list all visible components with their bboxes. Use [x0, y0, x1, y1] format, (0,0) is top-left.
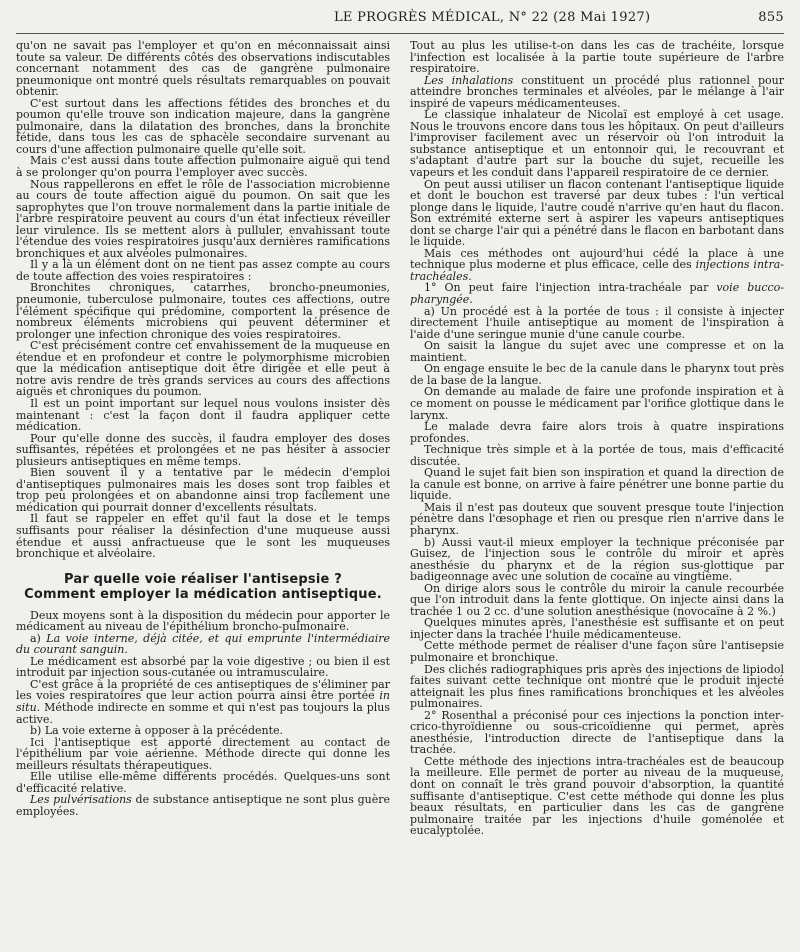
paragraph [410, 75, 784, 110]
paragraph: Bien souvent il y a tentative par le médecin d'emploi d'antiseptiques pulmonaires mais les doses sont trop faibles et trop peu prolongées et on abandonne ainsi trop facilement une médication qui pourrait donner d'excellents résultats. [16, 466, 390, 514]
list-marker: a) [30, 631, 47, 645]
text-run: C'est grâce à la propriété de ces antiseptiques de s'éliminer par les voies respiratoires que leur action pourra ainsi être portée [16, 677, 390, 703]
italic-text: La voie interne, déjà citée, et qui emprunte l'intermédiaire du courant sanguin. [16, 631, 390, 657]
paragraph: Il faut se rappeler en effet qu'il faut la dose et le temps suffisants pour réaliser la désinfection d'une muqueuse aussi étendue et aussi anfractueuse que le sont les muqueuses bronchique et alvéolaire. [16, 512, 390, 561]
paragraph: On saisit la langue du sujet avec une compresse et on la maintient. [410, 339, 784, 364]
italic-text: in situ [16, 689, 390, 714]
paragraph [16, 633, 390, 656]
header-rule [16, 33, 784, 34]
paragraph: C'est précisément contre cet envahissement de la muqueuse en étendue et en profondeur et contre le polymorphisme microbien que la médication antiseptique doit être dirigée et elle peut à notre avis rendre de très grands services au cours des affections aiguës et chroniques du poumon. [16, 339, 390, 399]
section-heading [16, 572, 390, 602]
paragraph: a) Un procédé est à la portée de tous : il consiste à injecter directement l'huile antiseptique au moment de l'inspiration à l'aide d'une seringue munie d'une canule courbe. [410, 304, 784, 341]
paragraph: Quand le sujet fait bien son inspiration et quand la direction de la canule est bonne, on arrive à faire pénétrer une bonne partie du liquide. [410, 466, 784, 503]
section-heading-line-2: Comment employer la médication antiseptique. [24, 586, 382, 602]
right-column [410, 40, 784, 945]
paragraph: 2° Rosenthal a préconisé pour ces injections la ponction inter-crico-thyroïdienne ou sous-cricoïdienne qui permet, après anesthésie, l'introduction directe de l'antiseptique dans la trachée. [410, 708, 784, 757]
paragraph [410, 248, 784, 283]
text-run: constituent un procédé plus rationnel pour atteindre bronches terminales et alvéoles, par le mélange à l'air inspiré de vapeurs médicamenteuses. [410, 73, 784, 110]
paragraph: Quelques minutes après, l'anesthésie est suffisante et on peut injecter dans la trachée l'huile médicamenteuse. [410, 616, 784, 641]
paragraph: Elle utilise elle-même différents procédés. Quelques-uns sont d'efficacité relative. [16, 770, 390, 795]
paragraph: On demande au malade de faire une profonde inspiration et à ce moment on pousse le médicament par l'orifice glottique dans le larynx. [410, 385, 784, 422]
paragraph: Pour qu'elle donne des succès, il faudra employer des doses suffisantes, répétées et prolongées et ne pas hésiter à associer plusieurs antiseptiques en même temps. [16, 431, 390, 468]
paragraph: Des clichés radiographiques pris après des injections de lipiodol faites suivant cette technique ont montré que le produit injecté atteignait les plus fines ramifications bronchiques et les alvéoles pulmonaires. [410, 662, 784, 711]
paragraph [410, 282, 784, 305]
italic-text: voie bucco-pharyngée. [410, 281, 784, 307]
paragraph: qu'on ne savait pas l'employer et qu'on en méconnaissait ainsi toute sa valeur. De différents côtés des observations indiscutables concernant notamment des cas de gangrène pulmonaire pneumonique ont montré quels résultats remarquables on pouvait obtenir. [16, 40, 390, 99]
italic-text: Les pulvérisations [30, 793, 132, 807]
italic-text: injections intra-trachéales. [410, 258, 784, 283]
paragraph: Le classique inhalateur de Nicolaï est employé à cet usage. Nous le trouvons encore dans tous les hôpitaux. On peut d'ailleurs l'improviser facilement avec un réservoir où l'on introduit la substance antiseptique et un entonnoir qui, le recouvrant et s'adaptant d'autre part sur la bouche du sujet, recueille les vapeurs et les conduit dans l'appareil respiratoire de ce dernier. [410, 108, 784, 180]
page-number: 855 [758, 10, 784, 25]
italic-text: Les inhalations [424, 73, 514, 87]
paragraph: Le malade devra faire alors trois à quatre inspirations profondes. [410, 420, 784, 445]
paragraph: On engage ensuite le bec de la canule dans le pharynx tout près de la base de la langue. [410, 362, 784, 387]
paragraph: b) Aussi vaut-il mieux employer la technique préconisée par Guisez, de l'injection sous le contrôle du miroir et après anesthésie du pharynx et de la région sus-glottique par badigeonnage avec une solution de cocaïne au vingtième. [410, 535, 784, 584]
paragraph: Ici l'antiseptique est apporté directement au contact de l'épithélium par voie aérienne. Méthode directe qui donne les meilleurs résultats thérapeutiques. [16, 735, 390, 772]
section-heading-line-1: Par quelle voie réaliser l'antisepsie ? [63, 571, 342, 587]
paragraph [16, 679, 390, 725]
running-header [16, 10, 784, 32]
paragraph [16, 794, 390, 817]
paragraph: Deux moyens sont à la disposition du médecin pour apporter le médicament au niveau de l'épithélium broncho-pulmonaire. [16, 608, 390, 634]
paragraph: b) La voie externe à opposer à la précédente. [30, 724, 284, 738]
paragraph: On dirige alors sous le contrôle du miroir la canule recourbée que l'on introduit dans la fente glottique. On injecte ainsi dans la trachée 1 ou 2 cc. d'une solution anesthésique (novocaïne à 2 %.) [410, 581, 784, 618]
paragraph: Nous rappellerons en effet le rôle de l'association microbienne au cours de toute affection aiguë du poumon. On sait que les saprophytes que l'on trouve normalement dans la partie initiale de l'arbre respiratoire peuvent au cours d'un état infectieux réveiller leur virulence. Ils se mettent alors à pulluler, envahissant toute l'étendue des voies respiratoires jusqu'aux dernières ramifications bronchiques et aux alvéoles pulmonaires. [16, 177, 390, 260]
journal-title: LE PROGRÈS MÉDICAL, N° 22 (28 Mai 1927) [333, 10, 651, 25]
text-run: 1° On peut faire l'injection intra-trachéale par [424, 281, 717, 295]
paragraph: Le médicament est absorbé par la voie digestive ; ou bien il est introduit par injection sous-cutanée ou intramusculaire. [16, 654, 390, 680]
left-column [16, 40, 390, 945]
text-run: de substance antiseptique ne sont plus guère employées. [16, 793, 390, 818]
paragraph: Cette méthode des injections intra-trachéales est de beaucoup la meilleure. Elle permet de porter au niveau de la muqueuse, dont on connaît le très grand pouvoir d'absorption, la quantité suffisante d'antiseptique. C'est cette méthode qui donne les plus beaux résultats, en particulier dans les cas de gangrène pulmonaire traitée par les injections d'huile goménolée et eucalyptolée. [410, 754, 784, 838]
paragraph: Tout au plus les utilise-t-on dans les cas de trachéite, lorsque l'infection est localisée à la partie toute supérieure de l'arbre respiratoire. [410, 40, 784, 76]
paragraph: Il est un point important sur lequel nous voulons insister dès maintenant : c'est la façon dont il faudra appliquer cette médication. [16, 396, 390, 434]
paragraph: Il y a là un élément dont on ne tient pas assez compte au cours de toute affection des voies respiratoires : [16, 258, 390, 283]
paragraph: C'est surtout dans les affections fétides des bronches et du poumon qu'elle trouve son indication majeure, dans la gangrène pulmonaire, dans la dilatation des bronches, dans la bronchite fétide, dans tous les cas de sphacèle secondaire survenant au cours d'une affection pulmonaire quelle qu'elle soit. [16, 96, 390, 156]
paragraph: Technique très simple et à la portée de tous, mais d'efficacité discutée. [410, 443, 784, 468]
paragraph: Bronchites chroniques, catarrhes, broncho-pneumonies, pneumonie, tuberculose pulmonaire, toutes ces affections, outre l'élément spécifique qui prédomine, comportent la présence de nombreux éléments microbiens qui peuvent déterminer et prolonger une infection chronique des voies respiratoires. [16, 281, 390, 341]
text-run: . Méthode indirecte en somme et qui n'est pas toujours la plus active. [16, 700, 390, 726]
paragraph: On peut aussi utiliser un flacon contenant l'antiseptique liquide et dont le bouchon est traversé par deux tubes : l'un vertical plonge dans le liquide, l'autre coudé n'arrive qu'en haut du flacon. Son extrémité externe sert à aspirer les vapeurs antiseptiques dont se charge l'air qui a pénétré dans le flacon en barbotant dans le liquide. [410, 177, 784, 249]
text-run: Mais ces méthodes ont aujourd'hui cédé la place à une technique plus moderne et plus efficace, celle des [410, 246, 784, 272]
paragraph: Cette méthode permet de réaliser d'une façon sûre l'antisepsie pulmonaire et bronchique. [410, 639, 784, 664]
paragraph: Mais il n'est pas douteux que souvent presque toute l'injection pénètre dans l'œsophage et rien ou presque rien n'arrive dans le pharynx. [410, 500, 784, 537]
paragraph: Mais c'est aussi dans toute affection pulmonaire aiguë qui tend à se prolonger qu'on pourra l'employer avec succès. [16, 154, 390, 180]
